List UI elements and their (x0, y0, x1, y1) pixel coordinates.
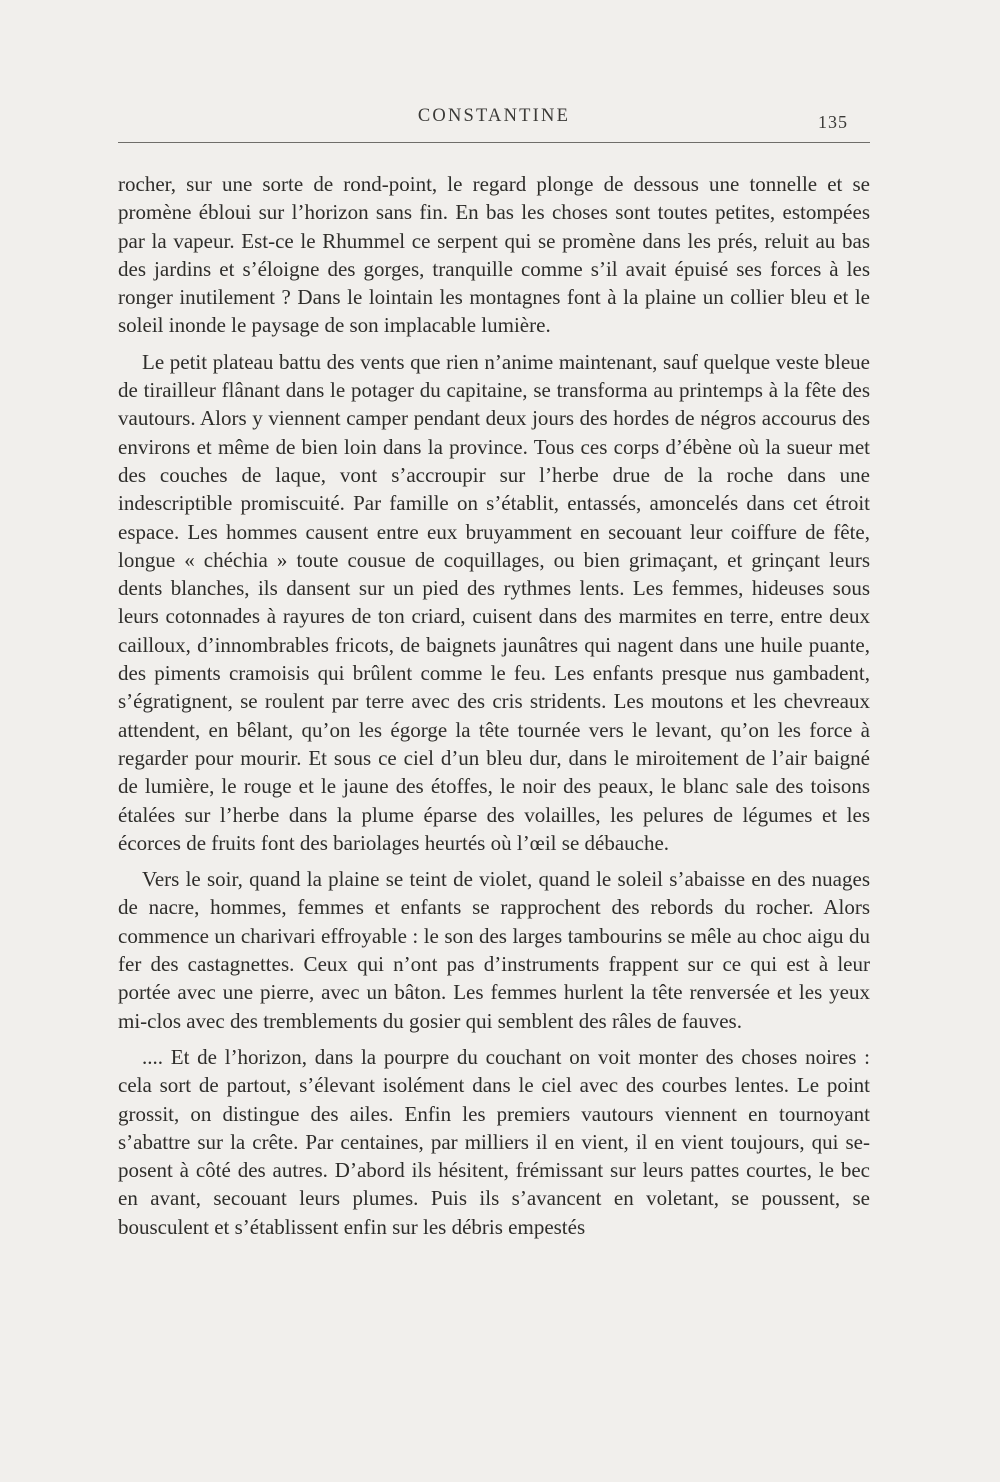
running-title: CONSTANTINE (417, 106, 571, 126)
paragraph-4: .... Et de l’horizon, dans la pourpre du couchant on voit monter des choses noires : cela sort de partout, s’élevant isolément dans le ciel avec des courbes lentes. Le point grossit, on distingue des ailes. Enfin les premiers vautours viennent en tournoyant s’abattre sur la crête. Par centaines, par milliers il en vient, il en vient toujours, qui se-posent à côté des autres. D’abord ils hésitent, frémissant sur leurs pattes courtes, le bec en avant, secouant leurs plumes. Puis ils s’avancent en voletant, se poussent, se bousculent et s’établissent enfin sur les débris empestés (118, 1044, 870, 1239)
page-number: 135 (818, 112, 848, 132)
header-rule (118, 142, 870, 143)
body-text (118, 170, 870, 1249)
running-head (118, 106, 870, 140)
paragraph-2: Le petit plateau battu des vents que rien n’anime maintenant, sauf quelque veste bleue de tirailleur flânant dans le potager du capitaine, se transforma au printemps à la fête des vautours. Alors y viennent camper pendant deux jours des hordes de négros accourus des environs et même de bien loin dans la province. Tous ces corps d’ébène où la sueur met des couches de laque, vont s’accroupir sur l’herbe drue de la roche dans une indescriptible promiscuité. Par famille on s’établit, entassés, amoncelés dans cet étroit espace. Les hommes causent entre eux bruyamment en secouant leur coiffure de fête, longue « chéchia » toute cousue de coquillages, ou bien grimaçant, et grinçant leurs dents blanches, ils dansent sur un pied des rythmes lents. Les femmes, hideuses sous leurs cotonnades à rayures de ton criard, cuisent dans des marmites en terre, entre deux cailloux, d’innombrables fricots, de baignets jaunâtres qui nagent dans une huile puante, des piments cramoisis qui brûlent comme le feu. Les enfants presque nus gambadent, s’égratignent, se roulent par terre avec des cris stridents. Les moutons et les chevreaux attendent, en bêlant, qu’on les égorge la tête tournée vers le levant, qu’on les force à regarder pour mourir. Et sous ce ciel d’un bleu dur, dans le miroitement de l’air baigné de lumière, le rouge et le jaune des étoffes, le noir des peaux, le blanc sale des toisons étalées sur l’herbe dans la plume éparse des volailles, les pelures de légumes et les écorces de fruits font des bariolages heurtés où l’œil se débauche. (118, 349, 870, 855)
paragraph-1: rocher, sur une sorte de rond-point, le regard plonge de dessous une tonnelle et se promène ébloui sur l’horizon sans fin. En bas les choses sont toutes petites, estompées par la vapeur. Est-ce le Rhummel ce serpent qui se promène dans les prés, reluit au bas des jardins et s’éloigne des gorges, tranquille comme s’il avait épuisé ses forces à les ronger inutilement ? Dans le lointain les montagnes font à la plaine un collier bleu et le soleil inonde le paysage de son implacable lumière. (118, 172, 870, 338)
paragraph-3: Vers le soir, quand la plaine se teint de violet, quand le soleil s’abaisse en des nuages de nacre, hommes, femmes et enfants se rapprochent des rebords du rocher. Alors commence un charivari effroyable : le son des larges tambourins se mêle au choc aigu du fer des castagnettes. Ceux qui n’ont pas d’instruments frappent sur ce qui est à leur portée avec une pierre, avec un bâton. Les femmes hurlent la tête renversée et les yeux mi-clos avec des tremblements du gosier qui semblent des râles de fauves. (118, 867, 870, 1033)
